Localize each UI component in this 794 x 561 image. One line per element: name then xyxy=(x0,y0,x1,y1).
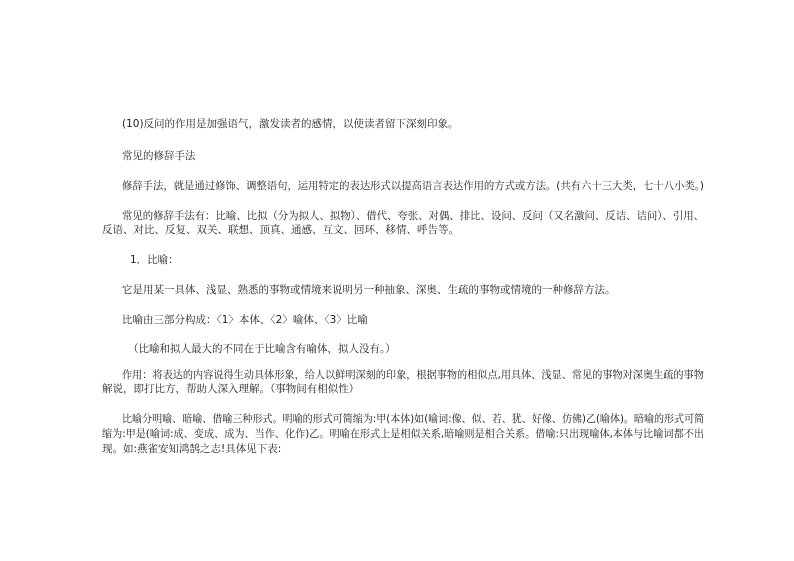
paragraph-metaphor-parts: 比喻由三部分构成：〈1〉本体、〈2〉喻体、〈3〉比喻 xyxy=(122,314,368,326)
paragraph-rhetorical-question-effect: (10)反问的作用是加强语气，激发读者的感情，以使读者留下深刻印象。 xyxy=(122,118,459,130)
paragraph-list-line-2: 反语、对比、反复、双关、联想、顶真、通感、互文、回环、移情、呼告等。 xyxy=(102,224,459,236)
paragraph-types-line-1: 比喻分明喻、暗喻、借喻三种形式。明喻的形式可简缩为:甲(本体)如(喻词:像、似、若、犹、好像、仿佛)乙(喻体)。暗喻的形式可简 xyxy=(122,413,705,425)
paragraph-metaphor-note: （比喻和拟人最大的不同在于比喻含有喻体，拟人没有。） xyxy=(128,343,396,355)
paragraph-definition: 修辞手法，就是通过修饰、调整语句，运用特定的表达形式以提高语言表达作用的方式或方法。(共有六十三大类，七十八小类。) xyxy=(122,180,704,192)
paragraph-list-line-1: 常见的修辞手法有：比喻、比拟（分为拟人、拟物）、借代、夸张、对偶、排比、设问、反问（又名激问、反诘、诘问）、引用、 xyxy=(122,210,705,222)
paragraph-types-line-2: 缩为:甲是(喻词:成、变成、成为、当作、化作)乙。明喻在形式上是相似关系,暗喻则是相合关系。借喻:只出现喻体,本体与比喻词都不出 xyxy=(102,428,704,440)
list-item-metaphor: 1．比喻： xyxy=(130,254,179,266)
section-heading: 常见的修辞手法 xyxy=(122,150,196,162)
paragraph-effect-line-1: 作用：将表达的内容说得生动具体形象，给人以鲜明深刻的印象，根据事物的相似点,用具体、浅显、常见的事物对深奥生疏的事物 xyxy=(122,369,704,381)
paragraph-types-line-3: 现。如:燕雀安知鸿鹄之志!具体见下表: xyxy=(102,443,282,455)
paragraph-metaphor-definition: 它是用某一具体、浅显、熟悉的事物或情境来说明另一种抽象、深奥、生疏的事物或情境的一种修辞方法。 xyxy=(122,284,616,296)
paragraph-effect-line-2: 解说，即打比方，帮助人深入理解。（事物间有相似性） xyxy=(102,383,360,395)
